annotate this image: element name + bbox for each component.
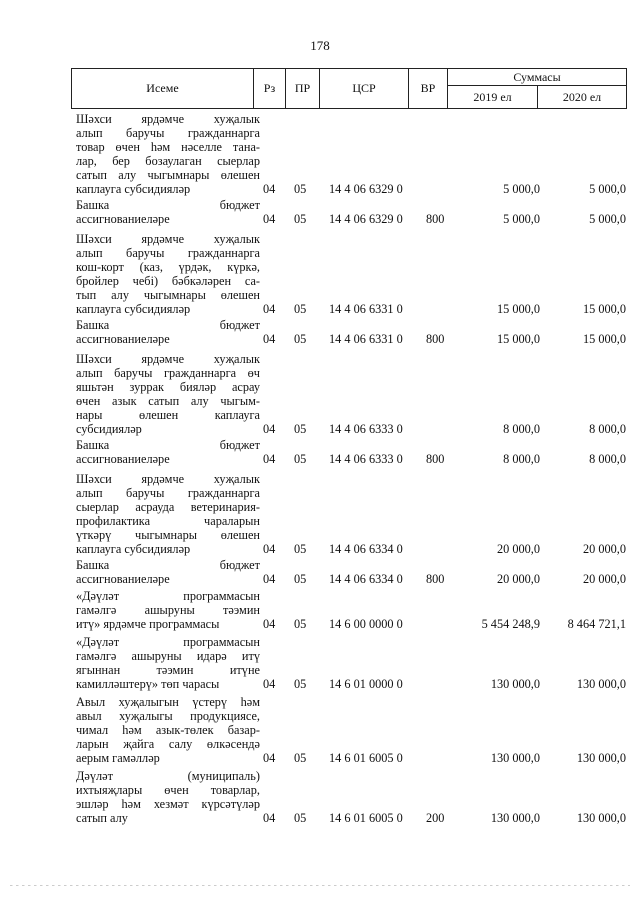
table-row <box>0 589 640 631</box>
header-pr: ПР <box>286 69 320 109</box>
row-rz: 04 <box>263 332 276 346</box>
row-pr: 05 <box>294 302 307 316</box>
row-sum-2019: 8 000,0 <box>503 422 540 436</box>
row-csr: 14 4 06 6333 0 <box>329 422 403 436</box>
row-rz: 04 <box>263 302 276 316</box>
row-csr: 14 4 06 6333 0 <box>329 452 403 466</box>
row-vr: 800 <box>426 332 445 346</box>
row-vr: 200 <box>426 811 445 825</box>
row-name <box>76 352 260 436</box>
row-rz: 04 <box>263 452 276 466</box>
header-csr: ЦСР <box>320 69 409 109</box>
row-sum-2020: 130 000,0 <box>576 751 626 765</box>
row-sum-2019: 8 000,0 <box>503 452 540 466</box>
row-name-line: Шәхси ярдәмче хуҗалык <box>76 472 260 486</box>
row-name <box>76 769 260 825</box>
row-name-line: профилактика чараларын <box>76 514 260 528</box>
row-sum-2020: 5 000,0 <box>589 182 626 196</box>
row-rz: 04 <box>263 422 276 436</box>
row-rz: 04 <box>263 677 276 691</box>
row-name-line: Дәүләт (муниципаль) <box>76 769 260 783</box>
row-csr: 14 6 00 0000 0 <box>329 617 403 631</box>
row-name-line: сыерлар асрауда ветеринария- <box>76 500 260 514</box>
row-name-line: итү» ярдәмче программасы <box>76 617 220 631</box>
row-name-line: Шәхси ярдәмче хуҗалык <box>76 232 260 246</box>
row-sum-2019: 5 454 248,9 <box>481 617 540 631</box>
row-sum-2020: 8 000,0 <box>589 422 626 436</box>
row-name-line: алып баручы гражданнарга <box>76 126 260 140</box>
table-header <box>71 68 627 109</box>
row-name-line: гамәлгә ашыруны идарә итү <box>76 649 260 663</box>
row-name-line: аерым гамәлләр <box>76 751 160 765</box>
row-name-line: Башка бюджет <box>76 198 260 212</box>
row-name <box>76 635 260 691</box>
row-name-line: авыл хуҗалыгы продукциясе, <box>76 709 260 723</box>
row-name <box>76 695 260 765</box>
row-name-line: ассигнованиеләре <box>76 572 170 586</box>
row-name <box>76 438 260 466</box>
row-name <box>76 198 260 226</box>
row-pr: 05 <box>294 751 307 765</box>
row-csr: 14 4 06 6331 0 <box>329 332 403 346</box>
row-name-line: ягыннан тәэмин итүне <box>76 663 260 677</box>
header-vr: ВР <box>409 69 448 109</box>
row-name-line: товар өчен һәм нәселле тана- <box>76 140 260 154</box>
row-name-line: чимал һәм азык-төлек базар- <box>76 723 260 737</box>
header-rz: Рз <box>254 69 286 109</box>
row-name-line: тып алу чыгымнары өлешен <box>76 288 260 302</box>
row-sum-2019: 130 000,0 <box>490 811 540 825</box>
row-name-line: ассигнованиеләре <box>76 332 170 346</box>
row-name-line: өчен азык сатып алу чыгым- <box>76 394 260 408</box>
row-pr: 05 <box>294 617 307 631</box>
row-pr: 05 <box>294 422 307 436</box>
row-rz: 04 <box>263 617 276 631</box>
row-name-line: «Дәүләт программасын <box>76 589 260 603</box>
row-csr: 14 4 06 6334 0 <box>329 572 403 586</box>
row-pr: 05 <box>294 572 307 586</box>
row-name-line: Шәхси ярдәмче хуҗалык <box>76 352 260 366</box>
table-row <box>0 438 640 466</box>
scan-edge-dots <box>10 885 630 886</box>
row-rz: 04 <box>263 182 276 196</box>
row-name-line: үткәрү чыгымнары өлешен <box>76 528 260 542</box>
row-sum-2019: 5 000,0 <box>503 212 540 226</box>
table-row <box>0 198 640 226</box>
row-name-line: каплауга субсидияләр <box>76 302 191 316</box>
row-rz: 04 <box>263 572 276 586</box>
row-pr: 05 <box>294 332 307 346</box>
row-vr: 800 <box>426 452 445 466</box>
row-name-line: Башка бюджет <box>76 558 260 572</box>
row-name-line: алып баручы гражданнарга <box>76 246 260 260</box>
row-rz: 04 <box>263 212 276 226</box>
row-name-line: «Дәүләт программасын <box>76 635 260 649</box>
row-name-line: сатып алу <box>76 811 128 825</box>
row-name-line: Башка бюджет <box>76 438 260 452</box>
row-sum-2019: 5 000,0 <box>503 182 540 196</box>
table-row <box>0 472 640 556</box>
row-sum-2019: 15 000,0 <box>496 332 540 346</box>
row-name-line: каплауга субсидияләр <box>76 182 191 196</box>
row-vr: 800 <box>426 212 445 226</box>
row-name-line: субсидияләр <box>76 422 142 436</box>
table-row <box>0 352 640 436</box>
table-row <box>0 635 640 691</box>
header-name: Исеме <box>72 69 254 109</box>
row-name-line: Башка бюджет <box>76 318 260 332</box>
header-sums: Суммасы <box>448 69 627 86</box>
row-vr: 800 <box>426 572 445 586</box>
row-rz: 04 <box>263 542 276 556</box>
row-name-line: Шәхси ярдәмче хуҗалык <box>76 112 260 126</box>
row-sum-2020: 20 000,0 <box>582 572 626 586</box>
row-name-line: алып баручы гражданнарга <box>76 486 260 500</box>
row-pr: 05 <box>294 182 307 196</box>
row-csr: 14 4 06 6329 0 <box>329 182 403 196</box>
row-sum-2020: 5 000,0 <box>589 212 626 226</box>
row-name-line: кош-корт (каз, үрдәк, күркә, <box>76 260 260 274</box>
header-year-2019: 2019 ел <box>448 86 538 109</box>
row-sum-2019: 15 000,0 <box>496 302 540 316</box>
row-name-line: ихтыяҗлары өчен товарлар, <box>76 783 260 797</box>
row-sum-2020: 130 000,0 <box>576 677 626 691</box>
row-csr: 14 4 06 6334 0 <box>329 542 403 556</box>
row-name-line: яшьтән зуррак бияләр асрау <box>76 380 260 394</box>
row-name <box>76 589 260 631</box>
row-csr: 14 4 06 6329 0 <box>329 212 403 226</box>
row-name-line: нары өлешен каплауга <box>76 408 260 422</box>
row-sum-2020: 15 000,0 <box>582 302 626 316</box>
row-sum-2019: 130 000,0 <box>490 751 540 765</box>
row-rz: 04 <box>263 751 276 765</box>
header-year-2020: 2020 ел <box>538 86 627 109</box>
row-name-line: сатып алу чыгымнары өлешен <box>76 168 260 182</box>
row-name-line: бройлер чебі) бәбкәләрен са- <box>76 274 260 288</box>
row-sum-2020: 130 000,0 <box>576 811 626 825</box>
row-sum-2019: 20 000,0 <box>496 542 540 556</box>
table-row <box>0 769 640 825</box>
row-pr: 05 <box>294 212 307 226</box>
row-pr: 05 <box>294 811 307 825</box>
row-sum-2020: 20 000,0 <box>582 542 626 556</box>
row-csr: 14 6 01 6005 0 <box>329 811 403 825</box>
table-row <box>0 232 640 316</box>
page-number: 178 <box>310 38 330 53</box>
row-name <box>76 472 260 556</box>
row-name <box>76 558 260 586</box>
row-name-line: Авыл хуҗалыгын үстерү һәм <box>76 695 260 709</box>
table-row <box>0 558 640 586</box>
row-csr: 14 6 01 6005 0 <box>329 751 403 765</box>
row-name <box>76 112 260 196</box>
row-sum-2019: 20 000,0 <box>496 572 540 586</box>
row-sum-2019: 130 000,0 <box>490 677 540 691</box>
table-row <box>0 112 640 196</box>
row-name-line: каплауга субсидияләр <box>76 542 191 556</box>
row-name-line: ларын җайга салу өлкәсендә <box>76 737 260 751</box>
row-name <box>76 318 260 346</box>
row-name-line: эшләр һәм хезмәт күрсәтүләр <box>76 797 260 811</box>
row-sum-2020: 8 464 721,1 <box>567 617 626 631</box>
row-name-line: ассигнованиеләре <box>76 212 170 226</box>
row-pr: 05 <box>294 452 307 466</box>
row-sum-2020: 15 000,0 <box>582 332 626 346</box>
table-row <box>0 695 640 765</box>
row-csr: 14 4 06 6331 0 <box>329 302 403 316</box>
row-sum-2020: 8 000,0 <box>589 452 626 466</box>
row-csr: 14 6 01 0000 0 <box>329 677 403 691</box>
row-name-line: лар, бер бозаулаган сыерлар <box>76 154 260 168</box>
row-name-line: алып баручы гражданнарга өч <box>76 366 260 380</box>
row-pr: 05 <box>294 542 307 556</box>
row-name-line: камилләштерү» төп чарасы <box>76 677 220 691</box>
row-name <box>76 232 260 316</box>
row-name-line: ассигнованиеләре <box>76 452 170 466</box>
row-rz: 04 <box>263 811 276 825</box>
row-pr: 05 <box>294 677 307 691</box>
table-row <box>0 318 640 346</box>
row-name-line: гамәлгә ашыруны тәэмин <box>76 603 260 617</box>
